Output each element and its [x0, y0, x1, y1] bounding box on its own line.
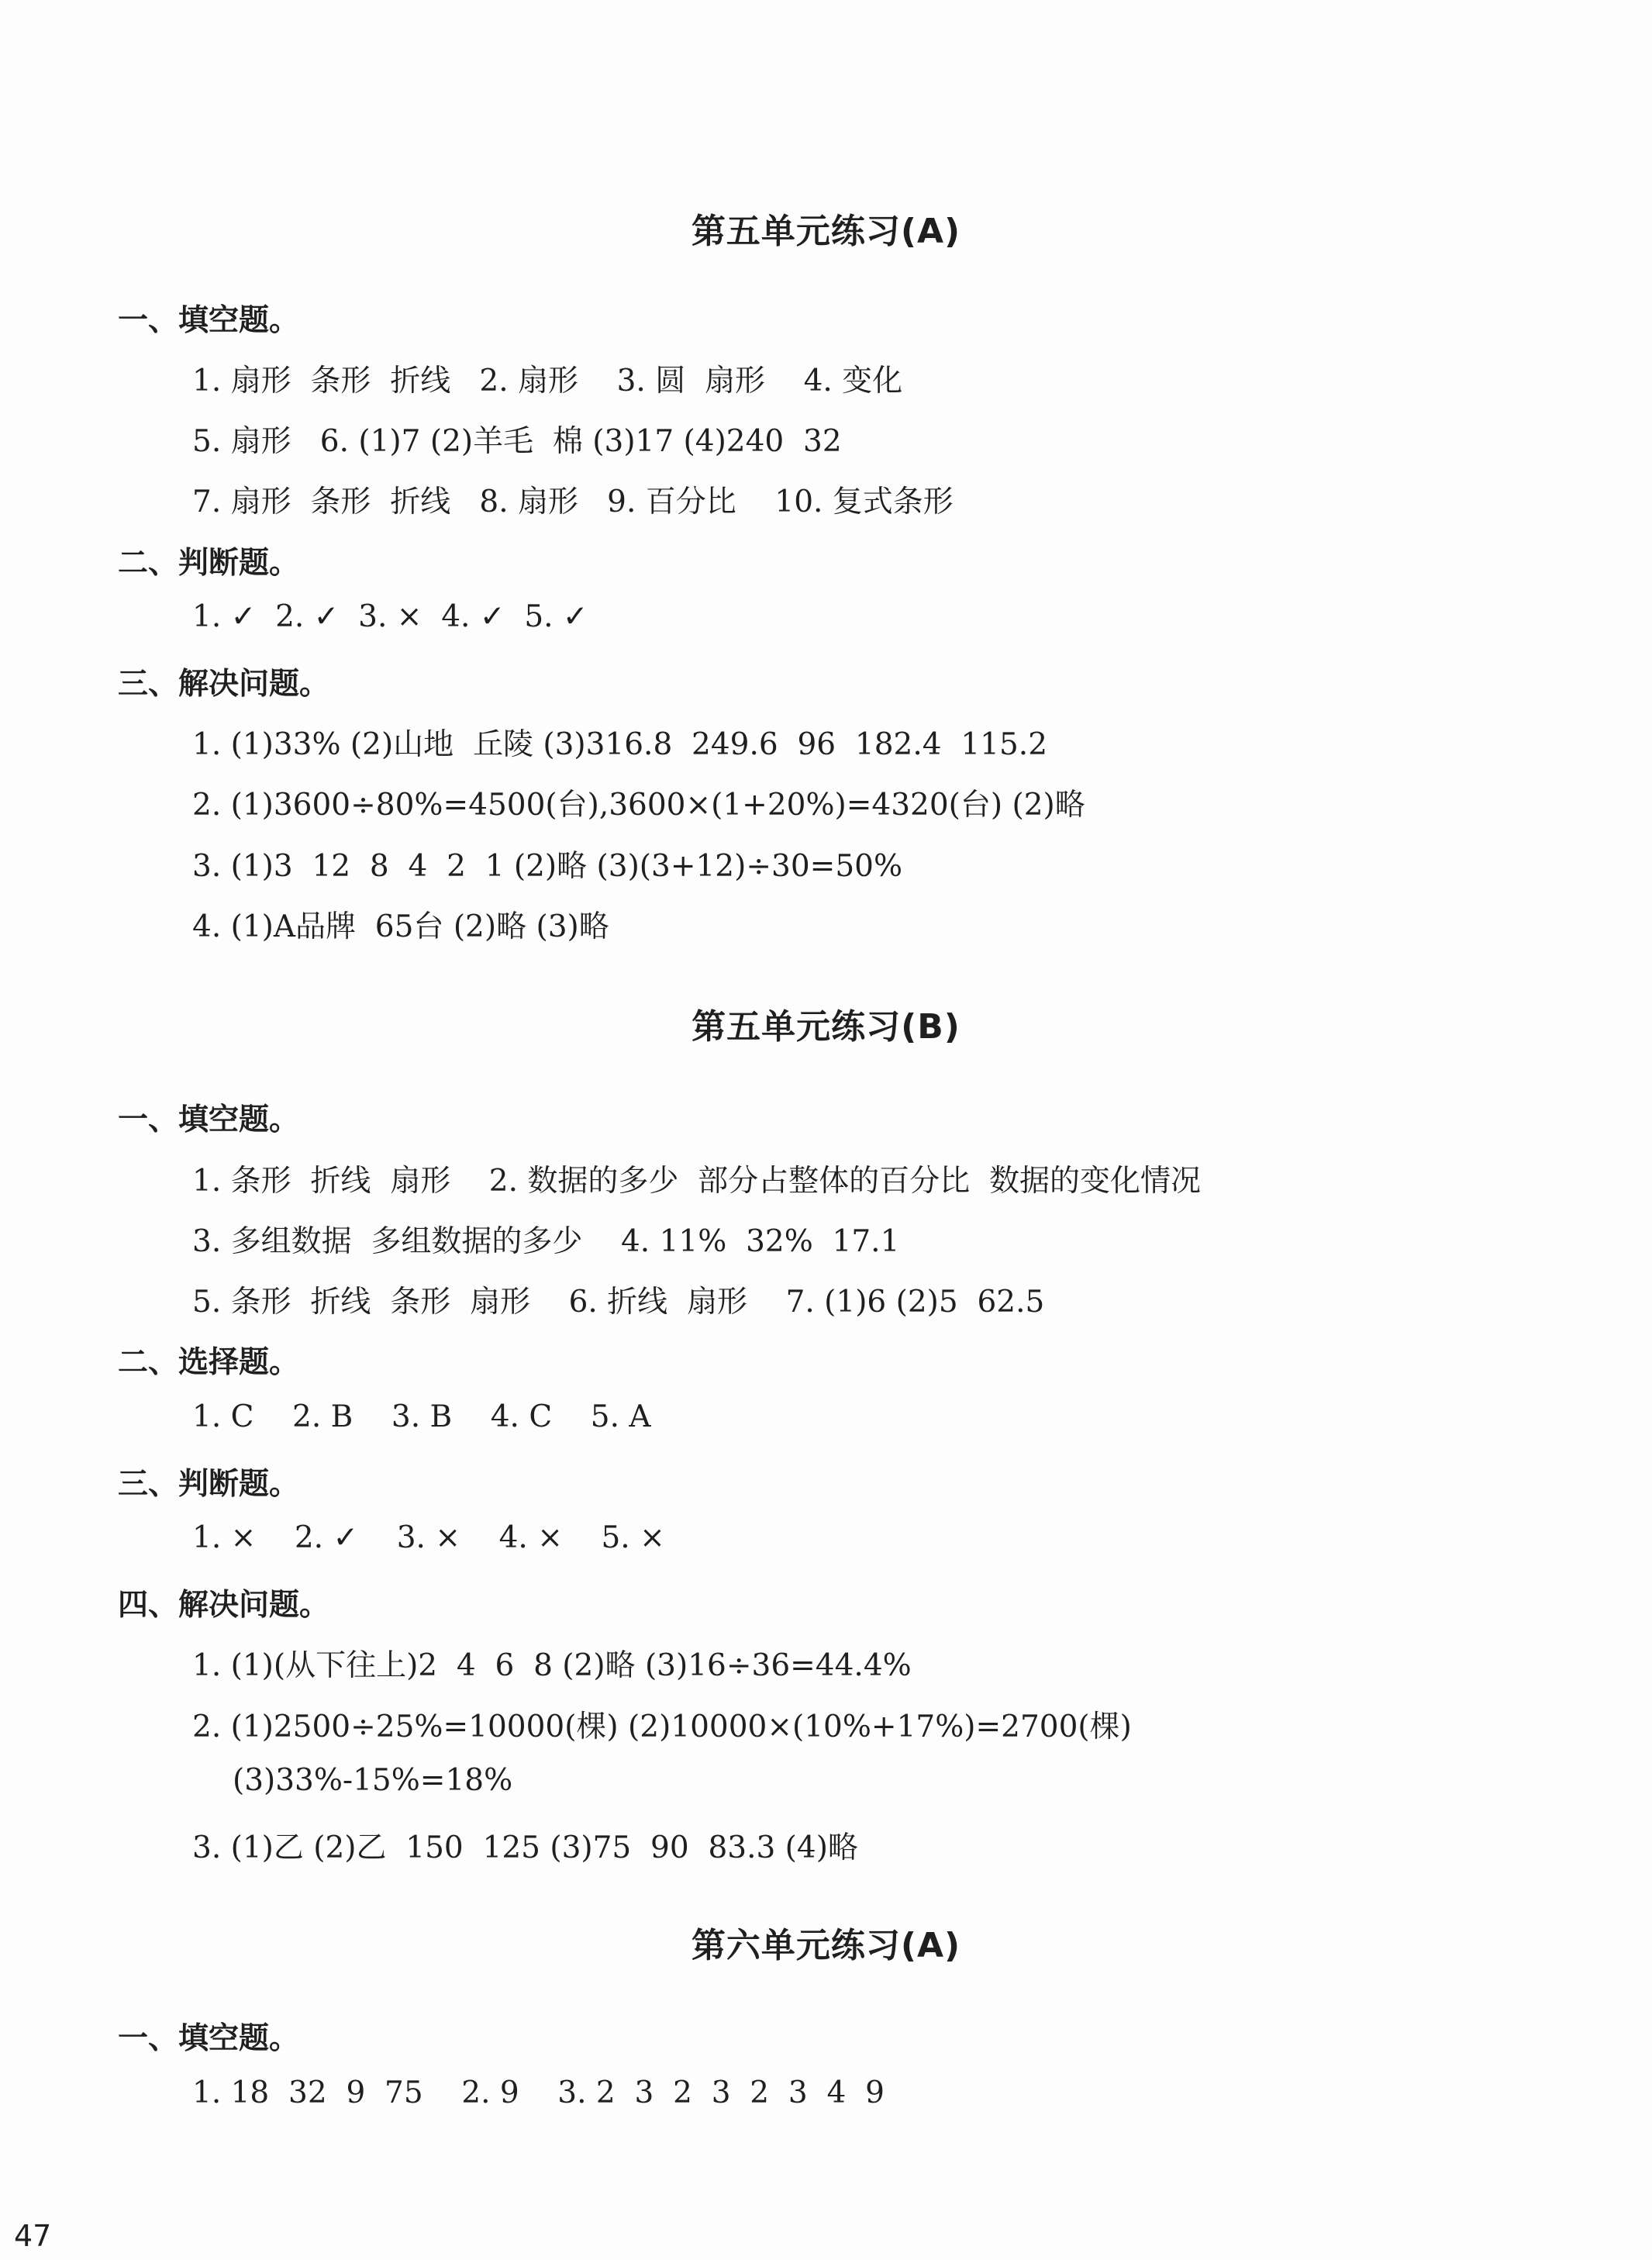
unit5b-title: 第五单元练习(B) [691, 1007, 961, 1047]
answer-line: 1. C 2. B 3. B 4. C 5. A [192, 1399, 651, 1434]
page-number: 47 [14, 2219, 52, 2253]
answer-line: 3. (1)乙 (2)乙 150 125 (3)75 90 83.3 (4)略 [192, 1830, 858, 1865]
unit5b-problem-solving-heading: 四、解决问题。 [118, 1588, 330, 1623]
unit6a-title: 第六单元练习(A) [691, 1926, 961, 1965]
answer-line: 7. 扇形 条形 折线 8. 扇形 9. 百分比 10. 复式条形 [192, 485, 954, 519]
unit5a-fill-blank-heading: 一、填空题。 [118, 303, 300, 338]
answer-line: 1. × 2. ✓ 3. × 4. × 5. × [192, 1520, 665, 1555]
answer-line: 1. 扇形 条形 折线 2. 扇形 3. 圆 扇形 4. 变化 [192, 364, 903, 399]
answer-line: 2. (1)2500÷25%=10000(棵) (2)10000×(10%+17%)=2700(棵) [192, 1710, 1132, 1744]
answer-line: 1. (1)(从下往上)2 4 6 8 (2)略 (3)16÷36=44.4% [192, 1648, 912, 1683]
answer-line: 5. 条形 折线 条形 扇形 6. 折线 扇形 7. (1)6 (2)5 62.5 [192, 1285, 1045, 1320]
answer-line: 3. (1)3 12 8 4 2 1 (2)略 (3)(3+12)÷30=50% [192, 849, 903, 884]
answer-line: (3)33%-15%=18% [233, 1763, 513, 1798]
answer-line: 4. (1)A品牌 65台 (2)略 (3)略 [192, 909, 609, 944]
answer-line: 1. 18 32 9 75 2. 9 3. 2 3 2 3 2 3 4 9 [192, 2075, 885, 2110]
answer-line: 1. 条形 折线 扇形 2. 数据的多少 部分占整体的百分比 数据的变化情况 [192, 1164, 1201, 1199]
answer-line: 1. ✓ 2. ✓ 3. × 4. ✓ 5. ✓ [192, 599, 588, 634]
unit5b-true-false-heading: 三、判断题。 [118, 1467, 300, 1502]
answer-line: 5. 扇形 6. (1)7 (2)羊毛 棉 (3)17 (4)240 32 [192, 424, 842, 459]
unit5a-problem-solving-heading: 三、解决问题。 [118, 667, 330, 702]
unit6a-fill-blank-heading: 一、填空题。 [118, 2021, 300, 2056]
answer-line: 3. 多组数据 多组数据的多少 4. 11% 32% 17.1 [192, 1224, 900, 1259]
unit5a-true-false-heading: 二、判断题。 [118, 546, 300, 581]
unit5a-title: 第五单元练习(A) [691, 212, 961, 251]
unit5b-multiple-choice-heading: 二、选择题。 [118, 1345, 300, 1380]
unit5b-fill-blank-heading: 一、填空题。 [118, 1102, 300, 1137]
answer-line: 1. (1)33% (2)山地 丘陵 (3)316.8 249.6 96 182.4 115.2 [192, 727, 1048, 762]
answer-line: 2. (1)3600÷80%=4500(台),3600×(1+20%)=4320(台) (2)略 [192, 788, 1085, 823]
